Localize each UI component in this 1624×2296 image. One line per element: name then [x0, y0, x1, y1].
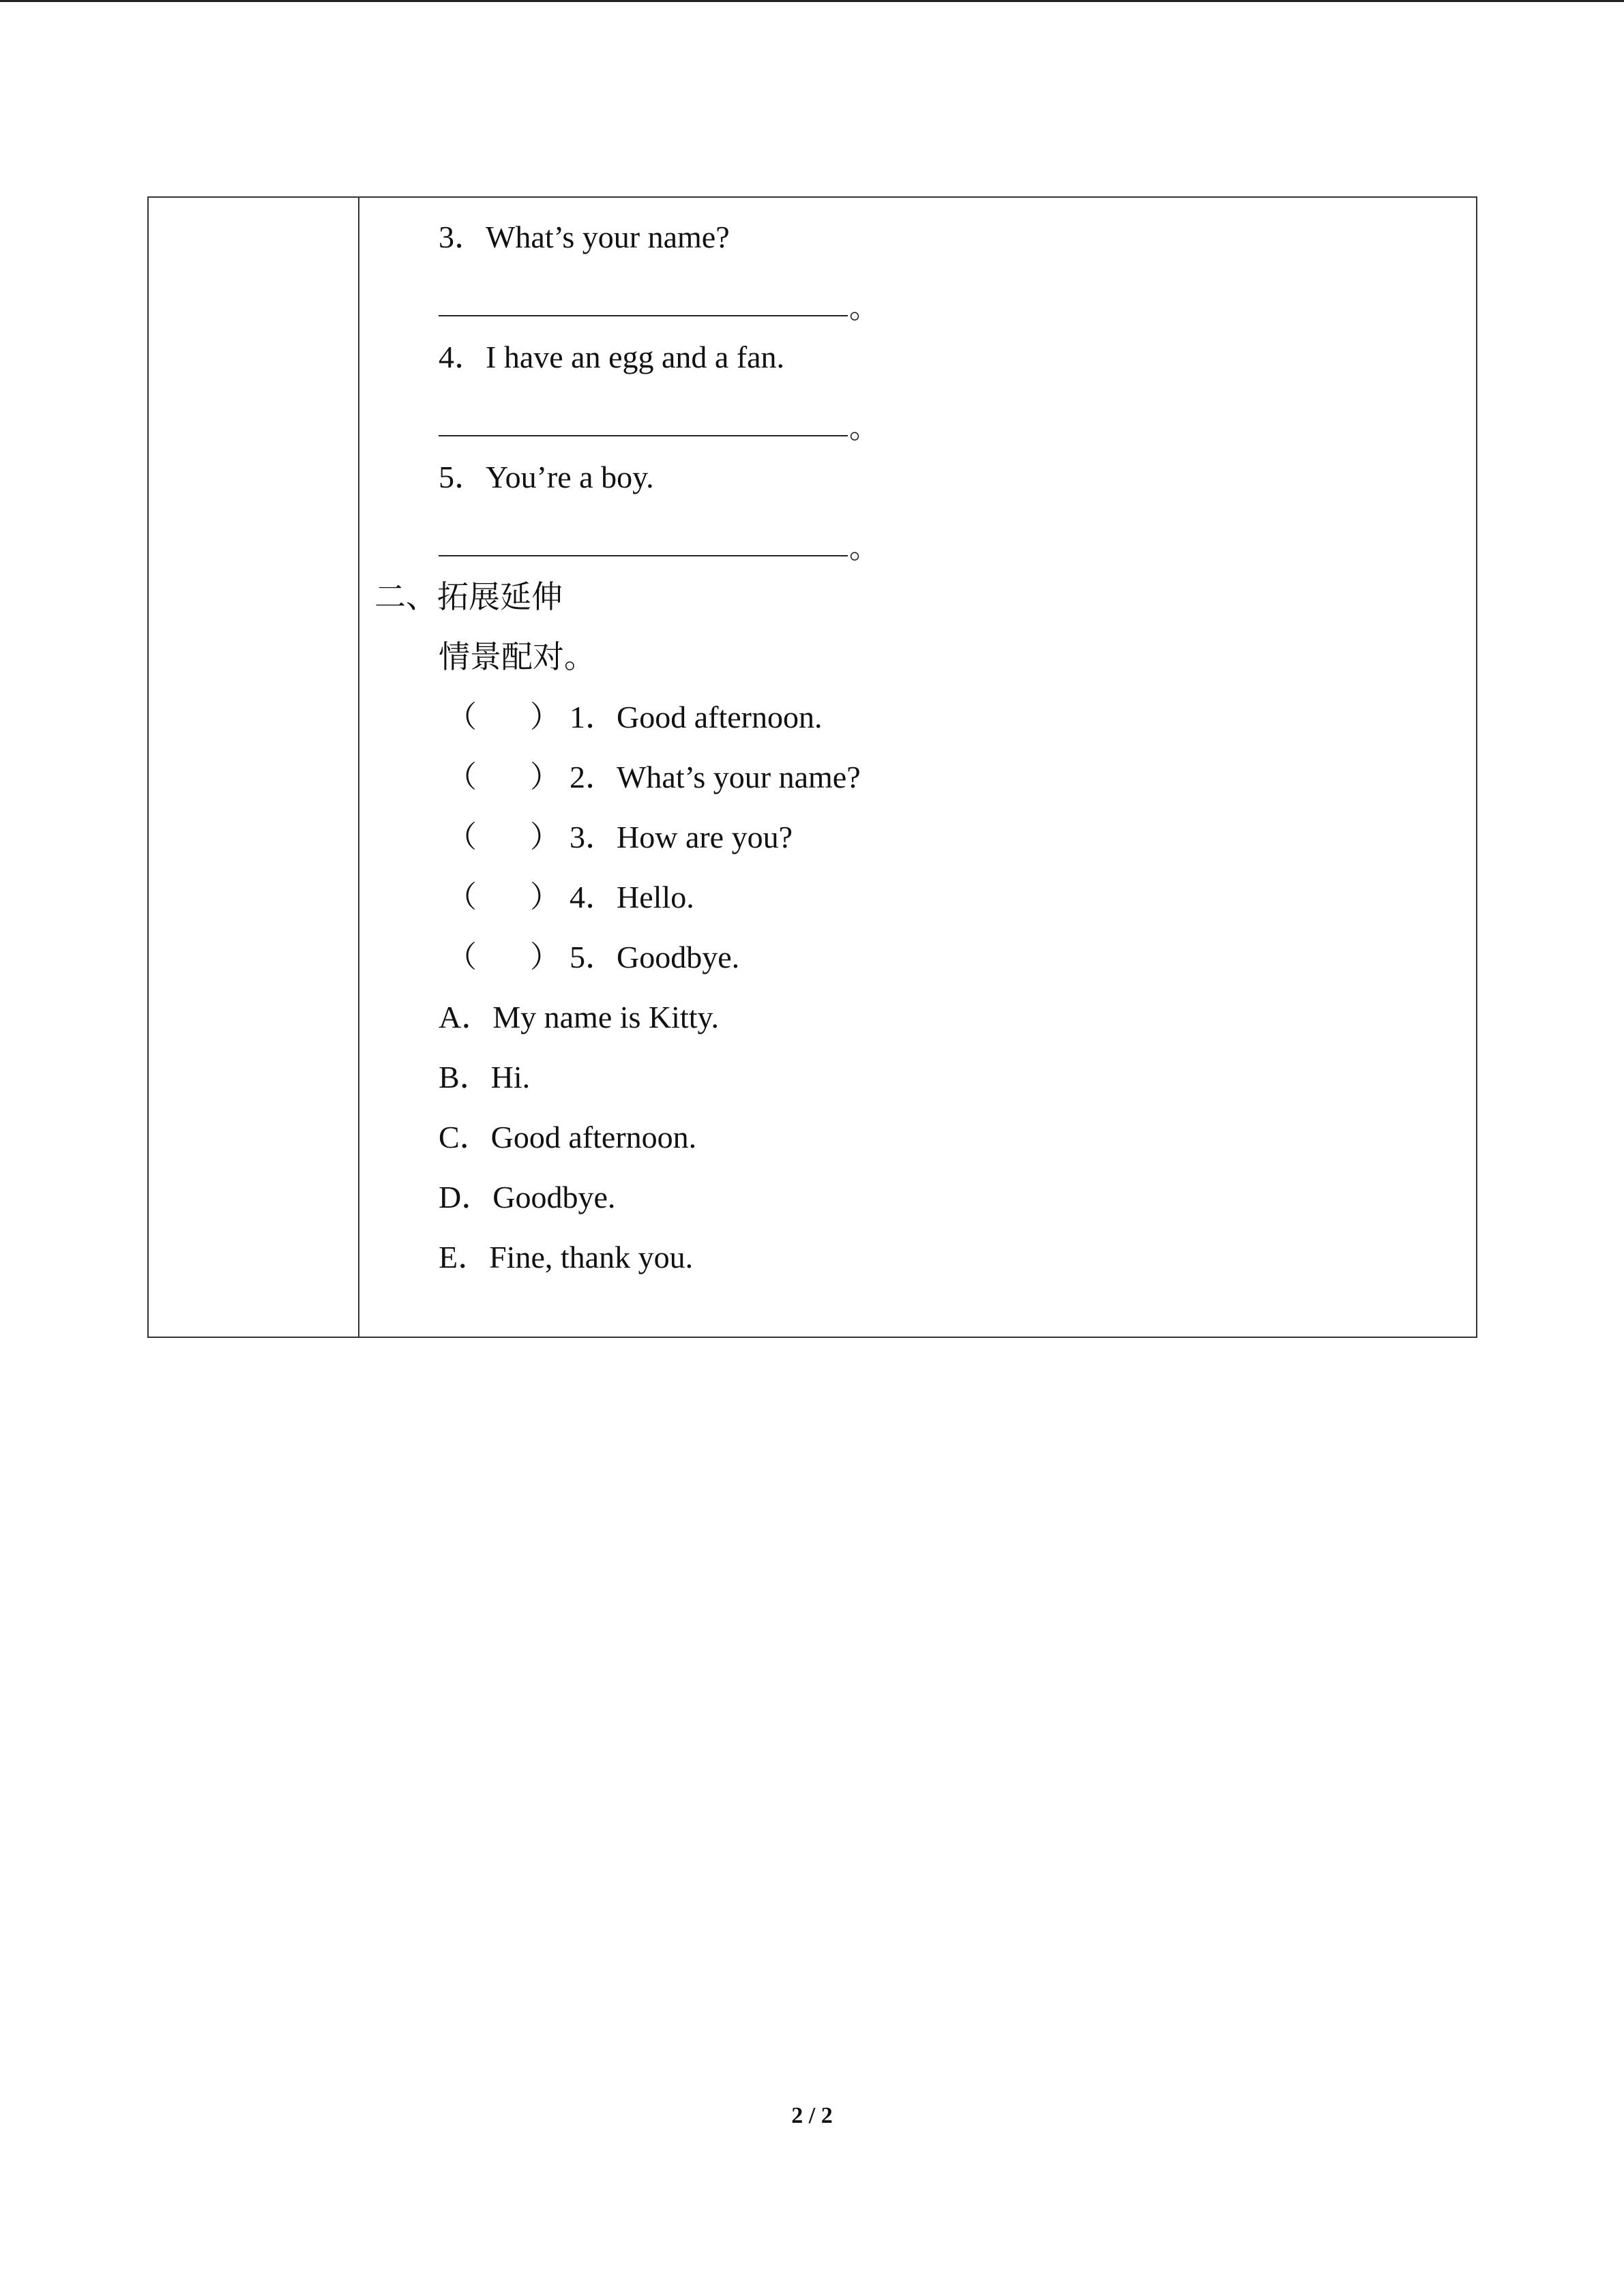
question-text: 1．Good afternoon.	[570, 700, 823, 734]
answer-option-a: A．My name is Kitty.	[439, 1000, 719, 1034]
open-paren: （	[447, 700, 477, 734]
page-number: 2 / 2	[791, 2103, 833, 2128]
open-paren: （	[447, 940, 477, 974]
close-paren: ）	[530, 760, 560, 794]
section-instruction: 情景配对。	[439, 640, 595, 674]
answer-option-c: C．Good afternoon.	[439, 1120, 697, 1154]
question-text: 2．What’s your name?	[570, 760, 861, 794]
answer-option-b: B．Hi.	[439, 1060, 531, 1094]
table-left-cell	[149, 198, 359, 1337]
question-text: 3．How are you?	[570, 820, 793, 854]
answer-blank-3-end: 。	[849, 291, 879, 325]
answer-blank-5-end: 。	[849, 531, 879, 565]
answer-blank-3[interactable]	[439, 315, 848, 316]
answer-option-d: D．Goodbye.	[439, 1180, 616, 1214]
table-content-cell	[359, 198, 1476, 1337]
page-top-border	[0, 0, 1624, 2]
answer-option-e: E．Fine, thank you.	[439, 1240, 694, 1274]
close-paren: ）	[530, 820, 560, 854]
answer-blank-5[interactable]	[439, 555, 848, 556]
close-paren: ）	[530, 940, 560, 974]
open-paren: （	[447, 760, 477, 794]
section-heading: 二、拓展延伸	[374, 580, 563, 614]
question-text: 5．Goodbye.	[570, 940, 740, 974]
open-paren: （	[447, 880, 477, 914]
close-paren: ）	[530, 880, 560, 914]
question-text: 4．Hello.	[570, 880, 694, 914]
answer-blank-4[interactable]	[439, 435, 848, 436]
worksheet-table	[147, 196, 1477, 1338]
exercise-item-4: 4．I have an egg and a fan.	[439, 340, 785, 374]
exercise-item-5: 5．You’re a boy.	[439, 460, 654, 494]
open-paren: （	[447, 820, 477, 854]
close-paren: ）	[530, 700, 560, 734]
exercise-item-3: 3．What’s your name?	[439, 220, 730, 254]
answer-blank-4-end: 。	[849, 411, 879, 445]
